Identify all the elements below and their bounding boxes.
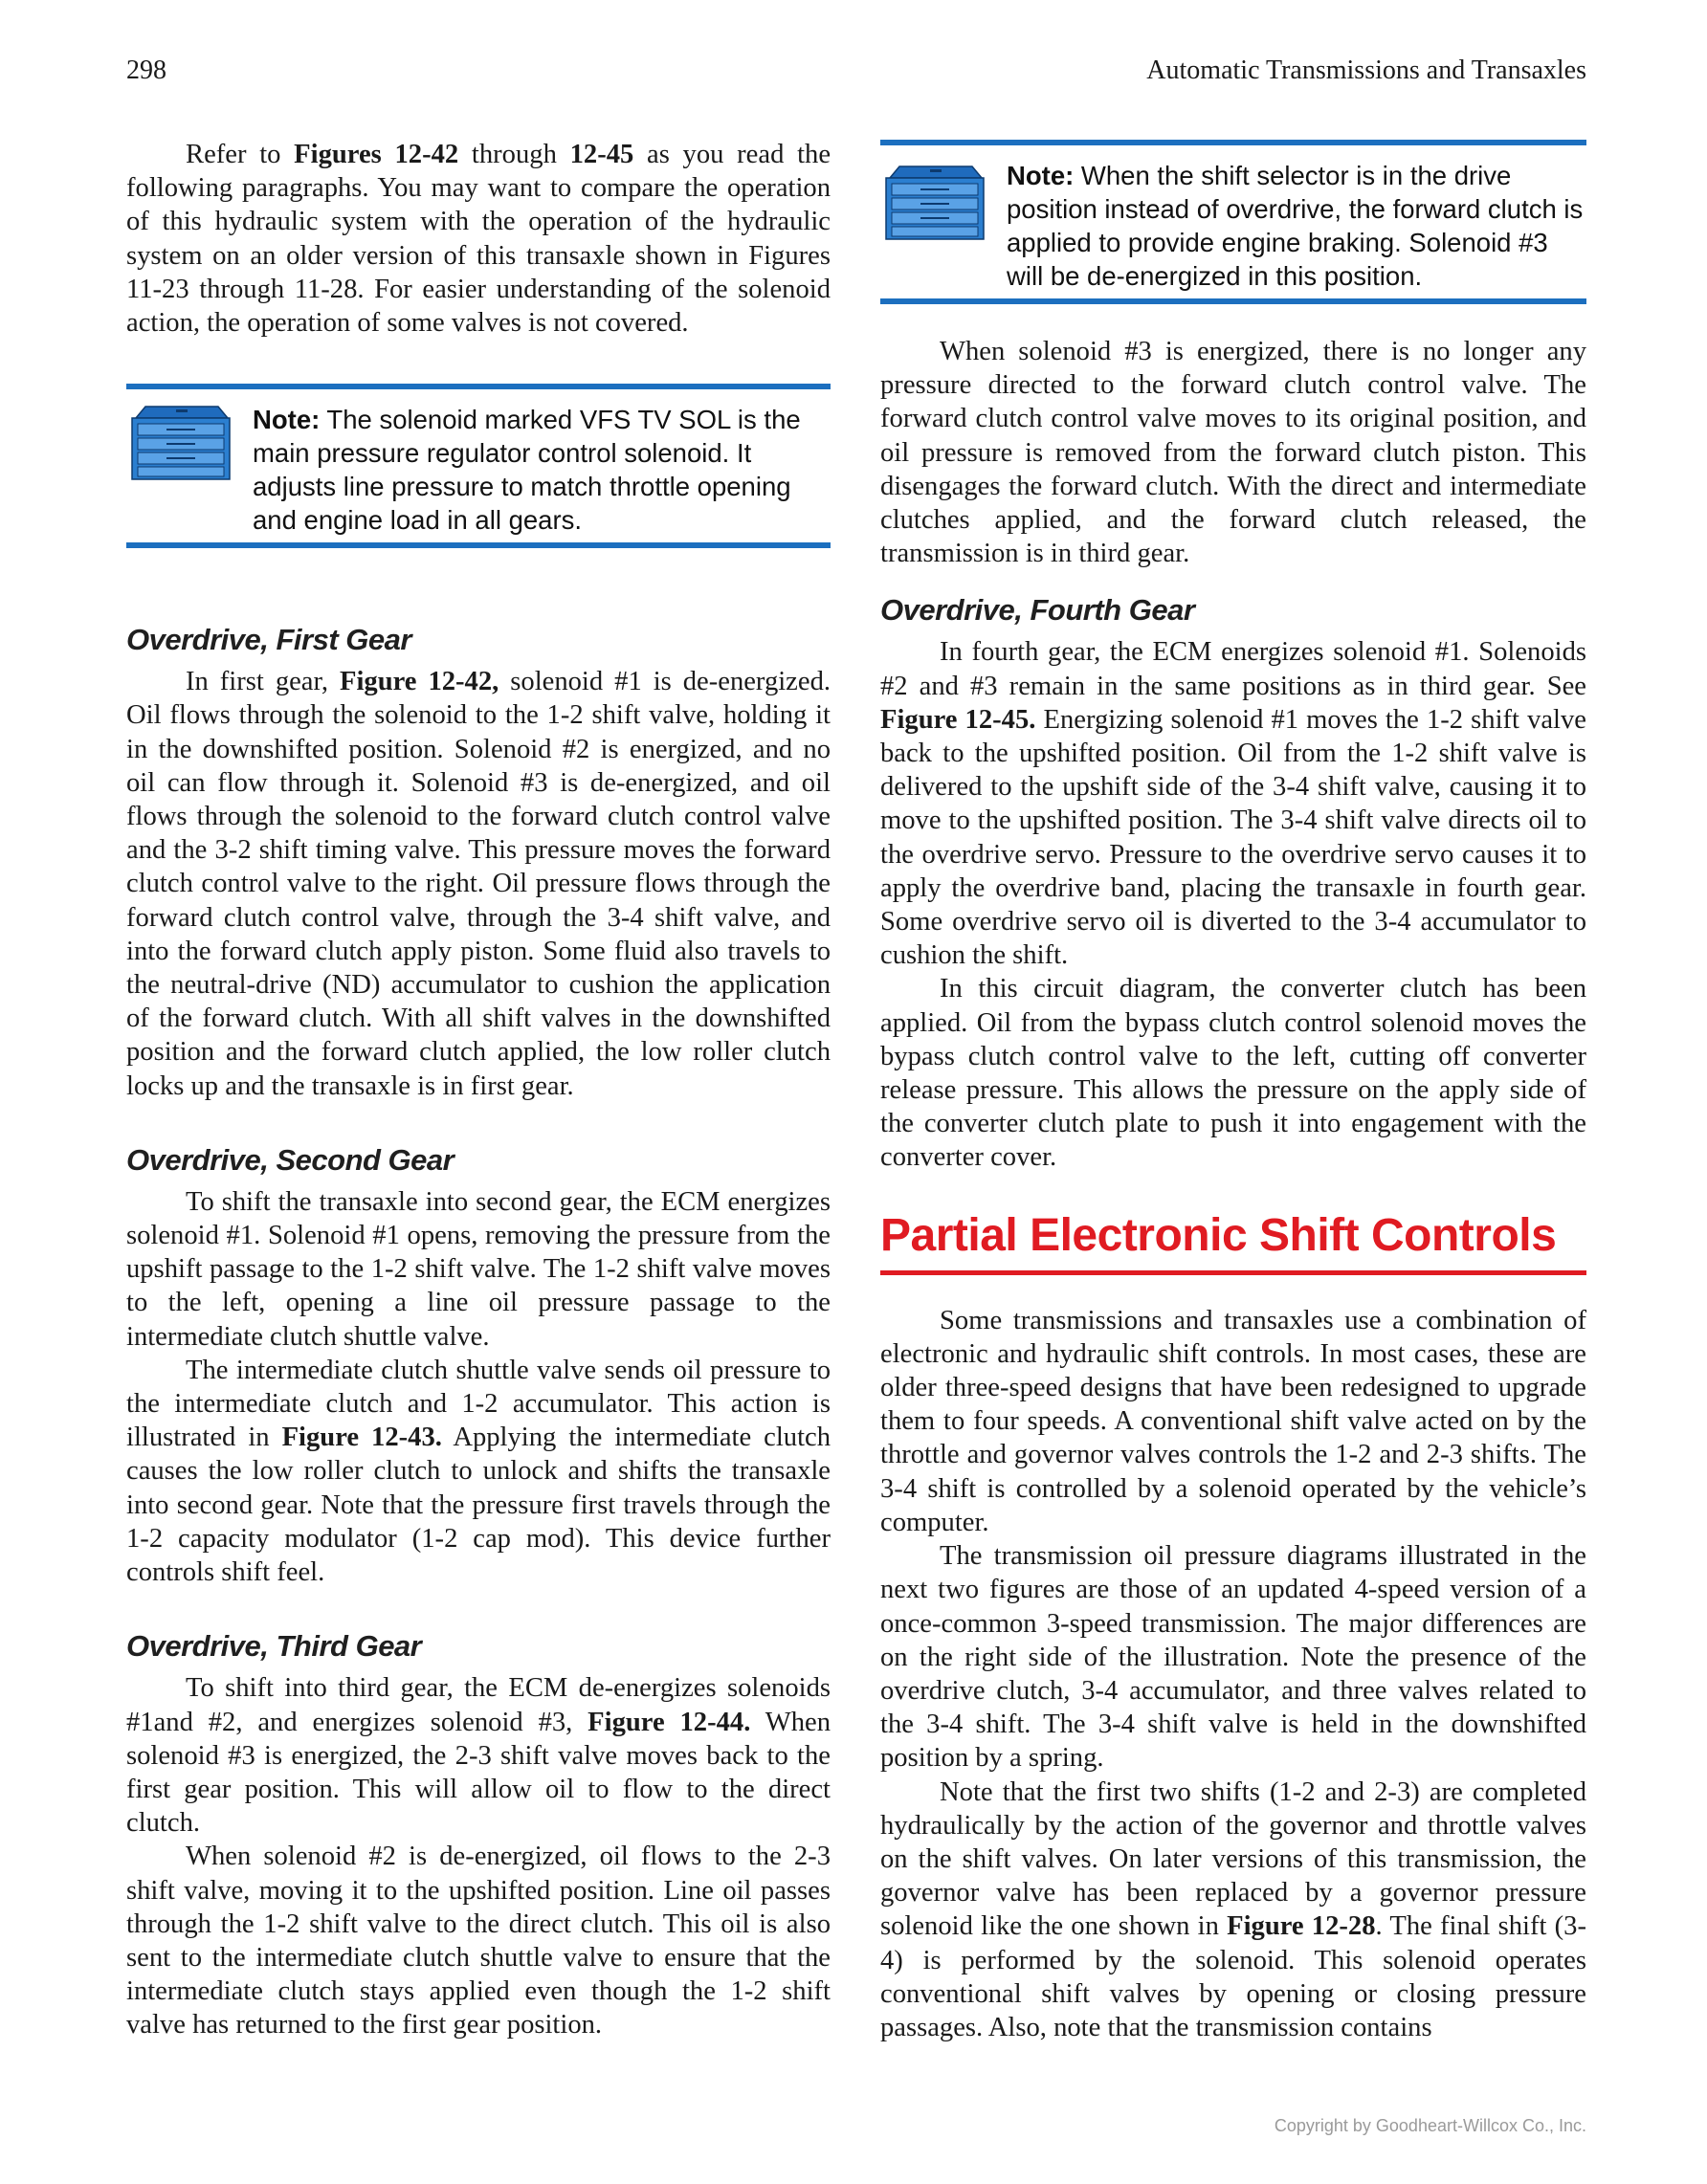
right-column	[880, 140, 1586, 2044]
left-column	[126, 138, 831, 2042]
partial-paragraph-1: Some transmissions and transaxles use a combination of electronic and hydraulic shift controls. In most cases, these are older three-speed designs that have been redesigned to upgrade them to four speeds. A conventional shift valve acted on by the throttle and governor valves controls the 1-2 and 2-3 shifts. The 3-4 shift is controlled by a solenoid operated by the vehicle’s computer.	[880, 1305, 1586, 1537]
first-gear-paragraph: In first gear, Figure 12-42, solenoid #1 is de-energized. Oil flows through the solenoid to the 1-2 shift valve, holding it in the downshifted position. Solenoid #2 is energized, and no oil can flow through it. Solenoid #3 is de-energized, and oil flows through the solenoid to the forward clutch control valve and the 3-2 shift timing valve. This pressure moves the forward clutch control valve to the right. Oil pressure flows through the forward clutch control valve, through the 3-4 shift valve, and into the forward clutch apply piston. Some fluid also travels to the neutral-drive (ND) accumulator to cushion the application of the forward clutch. With all shift valves in the downshifted position and the forward clutch applied, the low roller clutch locks up and the transaxle is in first gear.	[126, 667, 831, 1101]
note-text: Note: The solenoid marked VFS TV SOL is the main pressure regulator control solenoid. It adjusts line pressure to match throttle opening and engine load in all gears.	[253, 405, 801, 536]
note-box	[880, 140, 1586, 304]
note-text: Note: When the shift selector is in the drive position instead of overdrive, the forward clutch is applied to provide engine braking. Solenoid #3 will be de-energized in this position.	[1007, 161, 1584, 291]
section-heading-first-gear: Overdrive, First Gear	[126, 623, 411, 657]
figure-ref: Figures 12-42	[294, 140, 459, 169]
toolbox-icon	[128, 405, 233, 483]
second-gear-paragraph-2: The intermediate clutch shuttle valve sends oil pressure to the intermediate clutch and 1-2 accumulator. This action is illustrated in Figure 12-43. Applying the intermediate clutch causes the low roller clutch to unlock and shifts the transaxle into second gear. Note that the pressure first travels through the 1-2 capacity modulator (1-2 cap mod). This device further controls shift feel.	[126, 1355, 831, 1588]
solenoid-three-paragraph: When solenoid #3 is energized, there is no longer any pressure directed to the forward clutch control valve. The forward clutch control valve moves to its original position, and oil pressure is removed from the forward clutch piston. This disengages the forward clutch. With the direct and intermediate clutches applied, and the forward clutch released, the transmission is in third gear.	[880, 337, 1586, 569]
figure-ref: Figure 12-44.	[587, 1707, 751, 1737]
page-number: 298	[126, 55, 166, 85]
note-label: Note:	[253, 405, 321, 435]
partial-paragraph-3: Note that the first two shifts (1-2 and 2-3) are completed hydraulically by the action of the governor and throttle valves on the shift valves. On later versions of this transmission, the governor valve has been replaced by a governor pressure solenoid like the one shown in Figure 12-28. The final shift (3-4) is performed by the solenoid. This solenoid operates conventional shift valves by opening or closing pressure passages. Also, note that the transmission contains	[880, 1776, 1586, 2042]
intro-paragraph: Refer to Figures 12-42 through 12-45 as you read the following paragraphs. You may want to compare the operation of this hydraulic system with the operation of the hydraulic system on an older version of this transaxle shown in Figures 11-23 through 11-28. For easier understanding of the solenoid action, the operation of some valves is not covered.	[126, 140, 831, 339]
partial-paragraph-2: The transmission oil pressure diagrams illustrated in the next two figures are those of an updated 4-speed version of a once-common 3-speed transmission. The major differences are on the right side of the illustration. Note the presence of the overdrive clutch, 3-4 accumulator, and three valves related to the 3-4 shift. The 3-4 shift valve is held in the downshifted position by a spring.	[880, 1541, 1586, 1774]
toolbox-icon	[882, 165, 987, 243]
section-title-partial-electronic: Partial Electronic Shift Controls	[880, 1207, 1586, 1275]
second-gear-paragraph-1: To shift the transaxle into second gear, the ECM energizes solenoid #1. Solenoid #1 opens, removing the pressure from the upshift passage to the 1-2 shift valve. The 1-2 shift valve moves to the left, opening a line oil pressure passage to the intermediate clutch shuttle valve.	[126, 1186, 831, 1352]
figure-ref: Figure 12-28	[1227, 1911, 1376, 1942]
note-box	[126, 384, 831, 548]
figure-ref: Figure 12-42,	[340, 667, 499, 697]
section-heading-fourth-gear: Overdrive, Fourth Gear	[880, 593, 1195, 628]
third-gear-paragraph-1: To shift into third gear, the ECM de-energizes solenoids #1and #2, and energizes solenoid #3, Figure 12-44. When solenoid #3 is energized, the 2-3 shift valve moves back to the first gear position. This will allow oil to flow to the direct clutch.	[126, 1673, 831, 1839]
figure-ref: 12-45	[569, 140, 634, 169]
section-heading-third-gear: Overdrive, Third Gear	[126, 1629, 422, 1664]
third-gear-paragraph-2: When solenoid #2 is de-energized, oil flows to the 2-3 shift valve, moving it to the upshifted position. Line oil passes through the 1-2 shift valve to the direct clutch. This oil is also sent to the intermediate clutch shuttle valve to ensure that the intermediate clutch stays applied even though the 1-2 shift valve has returned to the first gear position.	[126, 1842, 831, 2041]
page-header	[126, 55, 1586, 94]
figure-ref: Figure 12-43.	[281, 1423, 442, 1453]
fourth-gear-paragraph-2: In this circuit diagram, the converter clutch has been applied. Oil from the bypass clutch control solenoid moves the bypass clutch control valve to the left, cutting off converter release pressure. This allows the pressure on the apply side of the converter clutch plate to push it into engagement with the converter cover.	[880, 974, 1586, 1173]
note-label: Note:	[1007, 161, 1075, 190]
figure-ref: Figure 12-45.	[880, 704, 1036, 735]
section-heading-second-gear: Overdrive, Second Gear	[126, 1142, 454, 1177]
fourth-gear-paragraph-1: In fourth gear, the ECM energizes solenoid #1. Solenoids #2 and #3 remain in the same positions as in third gear. See Figure 12-45. Energizing solenoid #1 moves the 1-2 shift valve back to the upshifted position. Oil from the 1-2 shift valve is delivered to the upshift side of the 3-4 shift valve, causing it to move to the upshifted position. The 3-4 shift valve directs oil to the overdrive servo. Pressure to the overdrive servo causes it to apply the overdrive band, placing the transaxle in fourth gear. Some overdrive servo oil is diverted to the 3-4 accumulator to cushion the shift.	[880, 637, 1586, 971]
running-head: Automatic Transmissions and Transaxles	[1146, 55, 1586, 85]
copyright-notice: Copyright by Goodheart-Willcox Co., Inc.	[1274, 2116, 1586, 2135]
